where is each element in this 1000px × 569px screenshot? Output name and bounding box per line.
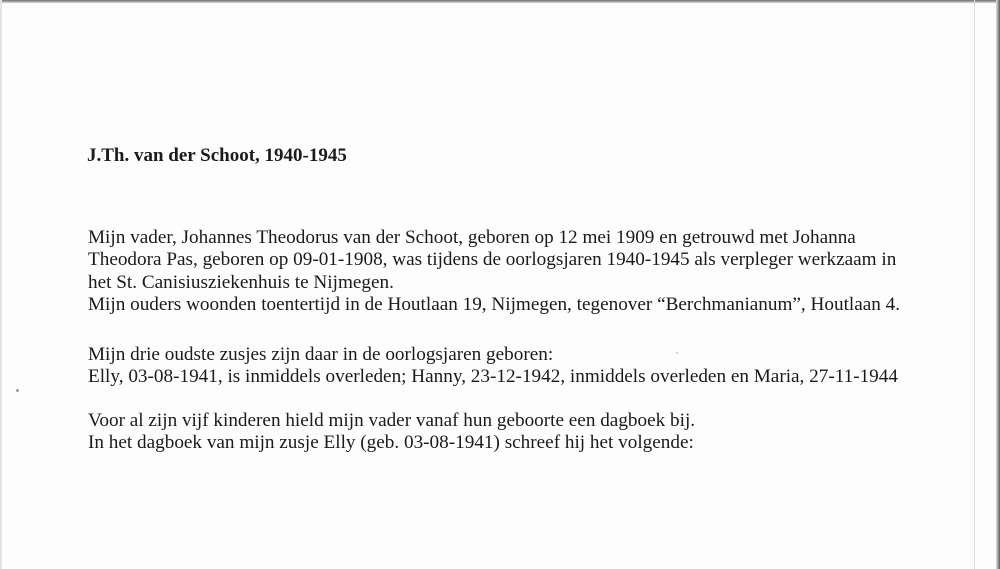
text-line: Mijn vader, Johannes Theodorus van der Schoot, geboren op 12 mei 1909 en getrouwd met Johanna (88, 227, 856, 248)
text-line: Mijn ouders woonden toentertijd in de Houtlaan 19, Nijmegen, tegenover “Berchmanianum”, Houtlaan 4. (88, 293, 901, 315)
scan-speck (676, 352, 678, 354)
paragraph-parents (88, 227, 900, 316)
text-line: In het dagboek van mijn zusje Elly (geb. 03-08-1941) schreef hij het volgende: (88, 432, 694, 454)
scan-edge-top (0, 0, 1000, 3)
text-line: Voor al zijn vijf kinderen hield mijn vader vanaf hun geboorte een dagboek bij. (88, 410, 696, 431)
scan-speck (16, 389, 19, 392)
paragraph-diary (88, 410, 695, 455)
text-line: Mijn drie oudste zusjes zijn daar in de oorlogsjaren geboren: (88, 344, 554, 365)
paper-fold-line (974, 0, 975, 569)
scan-edge-left (0, 0, 2, 569)
scan-edge-right (996, 0, 1000, 569)
text-line: Theodora Pas, geboren op 09-01-1908, was tijdens de oorlogsjaren 1940-1945 als verpleger werkzaam in (88, 249, 897, 271)
text-line: Elly, 03-08-1941, is inmiddels overleden; Hanny, 23-12-1942, inmiddels overleden en Maria, 27-11-1944 (88, 366, 898, 388)
text-line: het St. Canisiusziekenhuis te Nijmegen. (88, 271, 394, 293)
paragraph-sisters (88, 344, 898, 389)
document-title: J.Th. van der Schoot, 1940-1945 (87, 145, 347, 166)
